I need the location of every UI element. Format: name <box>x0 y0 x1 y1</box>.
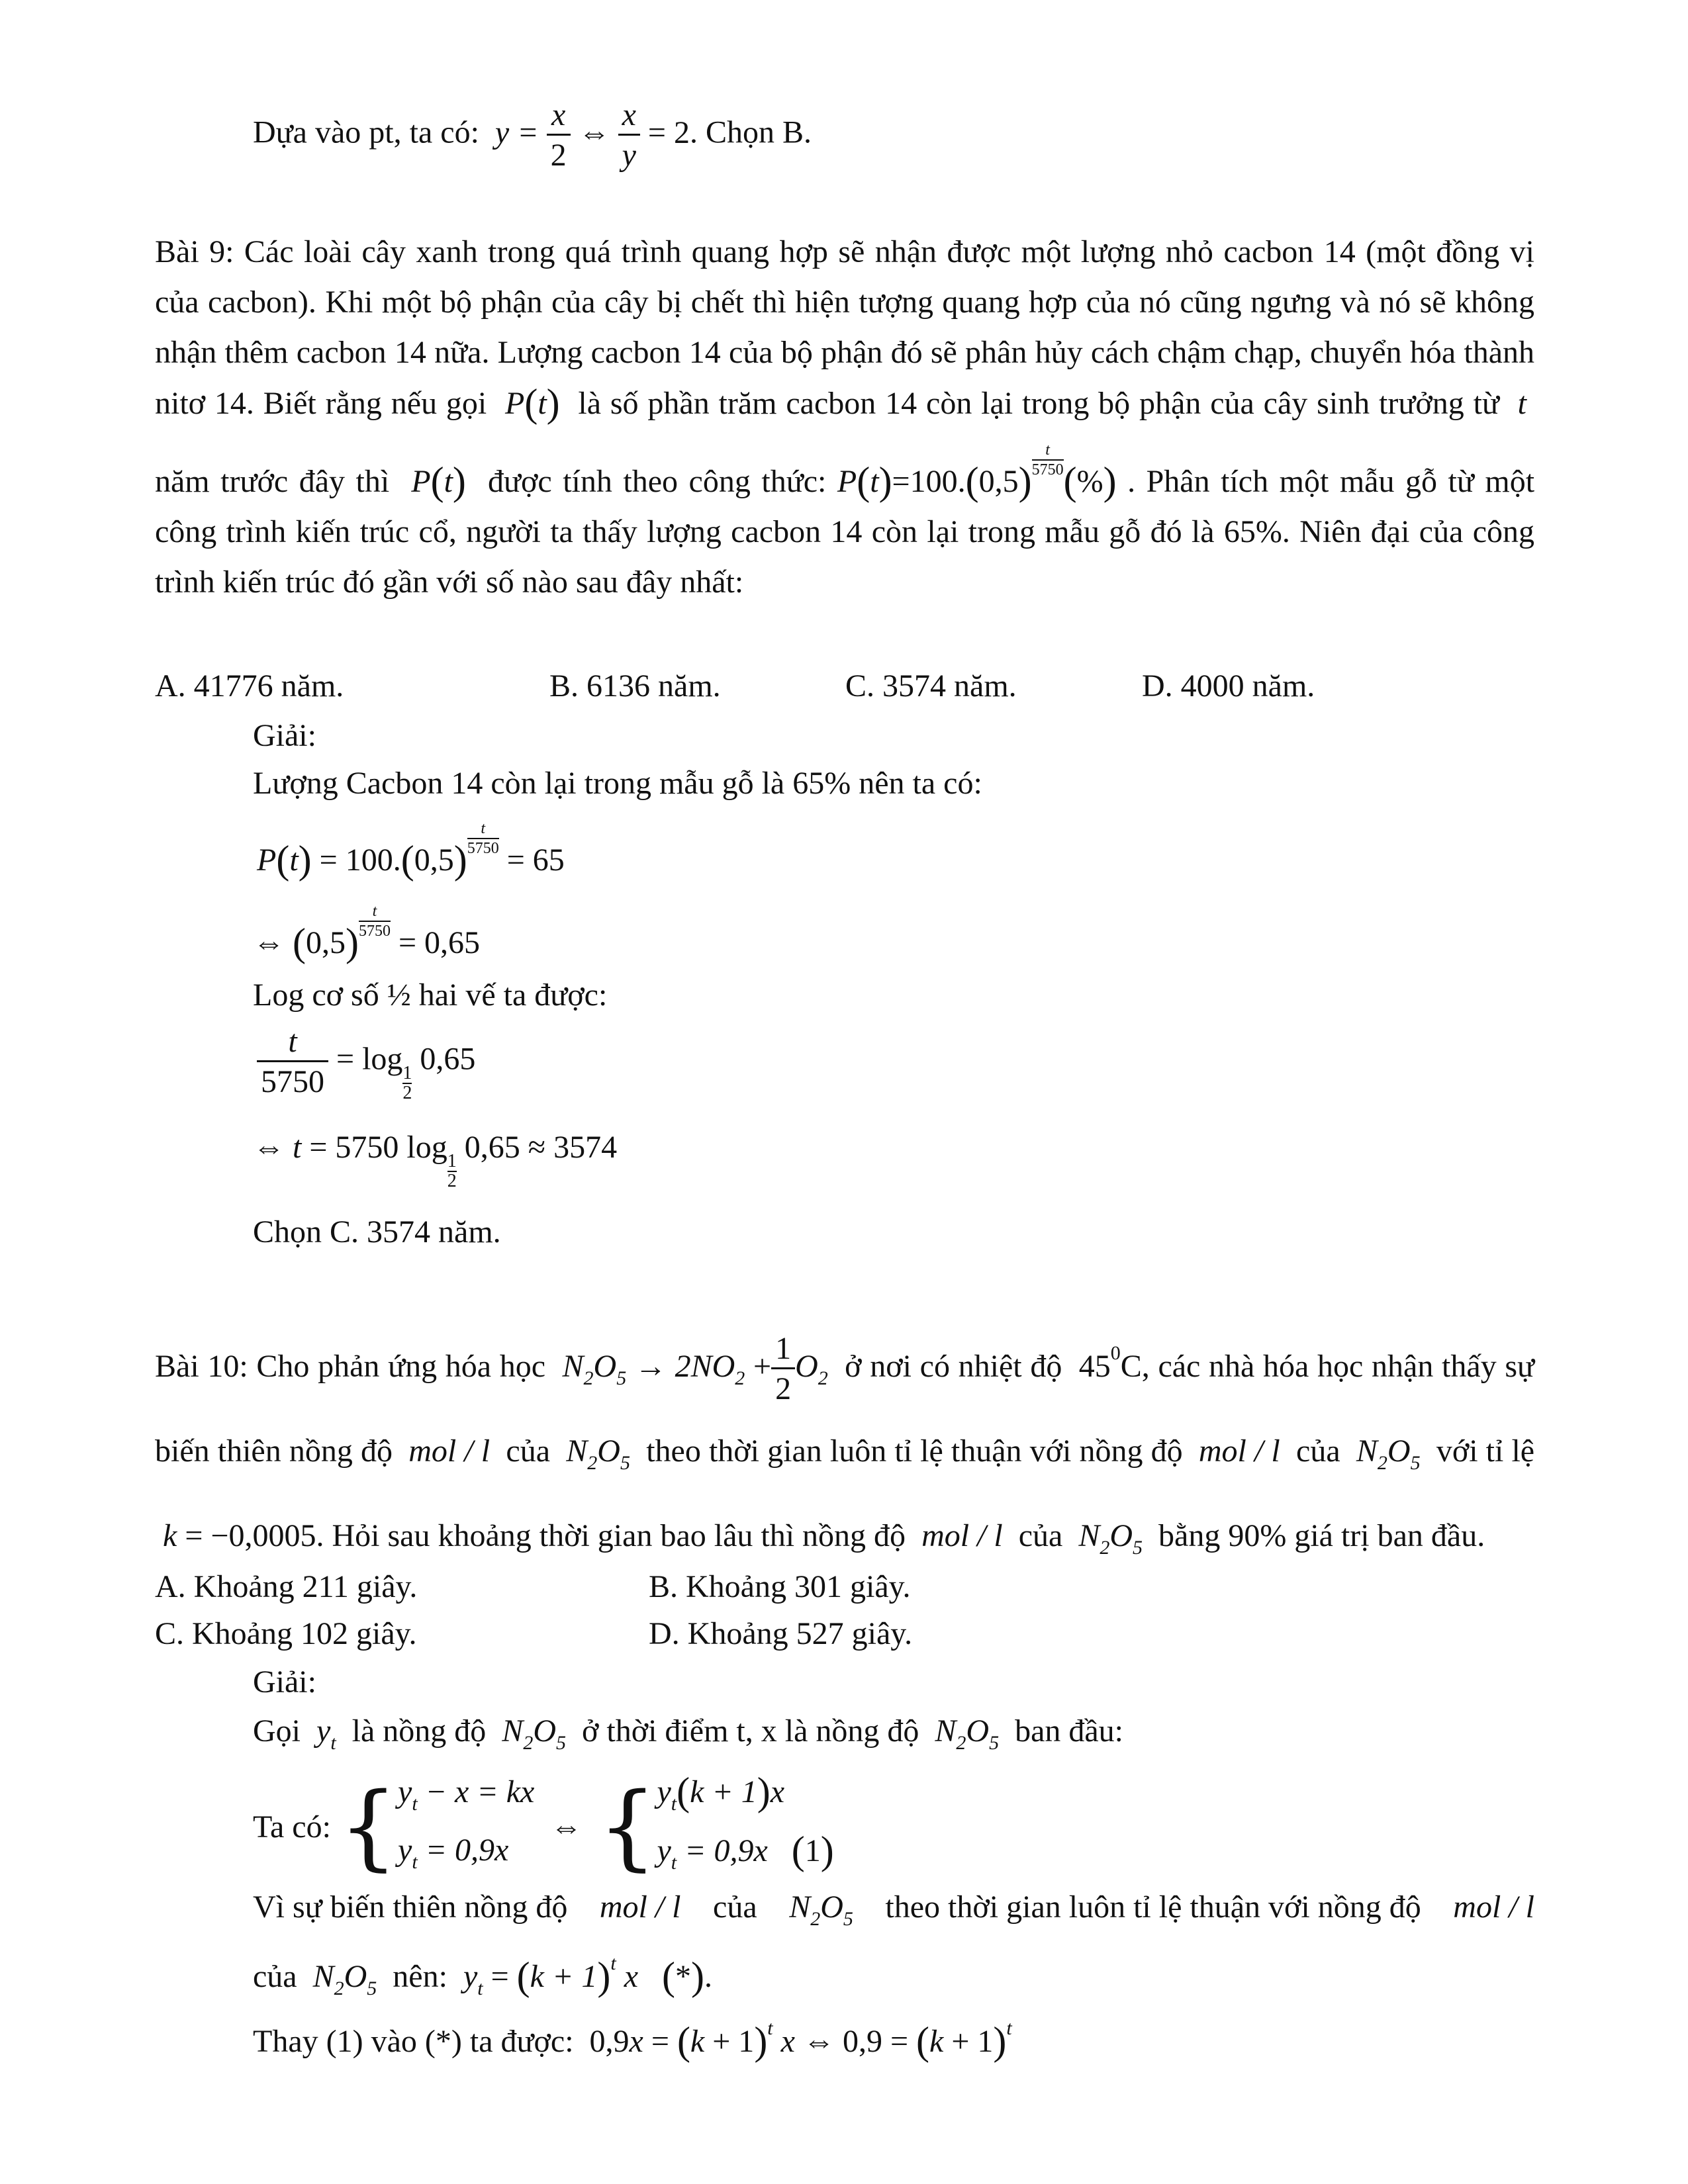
bai10-sol4: Thay (1) vào (*) ta được: <box>253 2024 574 2059</box>
bai10-sol1: Gọi $y_t$ là nồng độ $N_2O_5$ ở thời điểm t, x là nồng độ $N_2O_5$ ban đầu: <box>253 1713 1124 1754</box>
bai10-text6: với tỉ lệ <box>1436 1433 1535 1469</box>
bai9-option-c: C. 3574 năm. <box>845 668 1017 704</box>
bai9-choose: Chọn C. 3574 năm. <box>253 1214 501 1250</box>
bai9-text2: là số phần trăm cacbon 14 còn lại trong bộ phận của cây sinh trưởng từ <box>578 386 1499 421</box>
bai10-sol1b: là nồng độ <box>352 1713 487 1749</box>
bai10-option-d: D. Khoảng 527 giây. <box>649 1616 913 1651</box>
bai10-text5: của <box>1296 1433 1340 1469</box>
bai10-option-c: C. Khoảng 102 giây. <box>155 1616 417 1651</box>
n2o5-b: $N_2O_5$ <box>1348 1433 1421 1474</box>
bai10-text3: của <box>506 1433 550 1469</box>
var-t: t <box>1508 386 1535 421</box>
n2o5-c: $N_2O_5$ <box>1070 1518 1143 1559</box>
formula-pt: P(t) <box>496 381 560 425</box>
bai10-taco: Ta có: <box>253 1809 331 1844</box>
bai9-text4: được tính theo công thức: <box>487 464 827 499</box>
bai10-text8: của <box>1018 1518 1063 1553</box>
bai10-option-b: B. Khoảng 301 giây. <box>649 1569 911 1604</box>
bai10-label: Bài 10: <box>155 1349 248 1384</box>
bai10-option-a: A. Khoảng 211 giây. <box>155 1569 418 1604</box>
bai10-system: Ta có: { $y_t - x$ = kx $y_t = 0,9x$ ⇔ { $y_t(k + 1)x$ $y_t = 0,9x$ (1) <box>253 1770 834 1881</box>
bai10-sol3b: nên: <box>393 1959 447 1994</box>
temperature: $45^0$ <box>1070 1342 1121 1384</box>
unit-moll: mol / l <box>400 1433 498 1469</box>
bai10-sol1c: ở thời điểm t, x là nồng độ <box>581 1713 919 1749</box>
bai10-text7: . Hỏi sau khoảng thời gian bao lâu thì nồng độ <box>316 1518 906 1553</box>
bai10-sol1d: ban đầu: <box>1015 1713 1124 1749</box>
bai9-text1: Các loài cây xanh trong quá trình quang hợp sẽ nhận được một lượng nhỏ cacbon 14 (một đồng vị của cacbon). Khi một bộ phận của cây bị chết thì hiện tượng quang hợp của nó cũng ngưng và nó sẽ không nhận thêm cacbon 14 nữa. Lượng cacbon 14 của bộ phận đó sẽ phân hủy cách chậm chạp, chuyển hóa thành nitơ 14. Biết rằng nếu gọi <box>155 234 1535 421</box>
bai9-label: Bài 9: <box>155 234 234 269</box>
bai9-giai: Giải: <box>253 718 316 753</box>
bai9-sol2: Log cơ số ½ hai vế ta được: <box>253 978 608 1013</box>
bai10-temp-unit: C, các nhà hóa học nhận thấy sự biến thiên nồng độ <box>155 1349 1535 1469</box>
k-value: k = −0,0005 <box>163 1518 316 1553</box>
bai10-giai: Giải: <box>253 1664 316 1700</box>
bai9-option-d: D. 4000 năm. <box>1142 668 1315 704</box>
n2o5-a: $N_2O_5$ <box>558 1433 630 1474</box>
bai9-eq1: P(t) = 100.(0,5) $\frac{t}{5750}$ = 65 <box>257 820 565 882</box>
formula-pt-2: P(t) <box>400 459 466 503</box>
bai10-paragraph <box>155 1317 1534 1584</box>
intro-prefix: Dựa vào pt, ta có: <box>253 114 479 150</box>
intro-suffix: . Chọn B. <box>690 114 812 150</box>
bai9-text3: năm trước đây thì <box>155 464 390 499</box>
bai9-eq4: ⇔ t = 5750 log $\frac{1}{2}$ 0,65 ≈ 3574 <box>253 1130 618 1191</box>
unit-moll-2: mol / l <box>1190 1433 1288 1469</box>
bai10-text2: ở nơi có nhiệt độ <box>845 1349 1062 1384</box>
bai10-sol2: Vì sự biến thiên nồng độ mol / l của $N_2O_5$ theo thời gian luôn tỉ lệ thuận với nồng độ mol / l <box>253 1889 1534 1930</box>
bai9-eq2: ⇔ (0,5) $\frac{t}{5750}$ = 0,65 <box>253 903 481 964</box>
intro-equation: y = $\frac{x}{2}$ ⇔ $\frac{x}{y}$ = 2 <box>487 97 690 173</box>
bai9-option-b: B. 6136 năm. <box>549 668 721 704</box>
bai10-sol2a: Vì sự biến thiên nồng độ <box>253 1889 568 1925</box>
bai10-sol2b: của <box>713 1889 757 1925</box>
bai9-eq3: $\frac{t}{5750}$ = log $\frac{1}{2}$ 0,65 <box>257 1026 475 1103</box>
intro-line <box>253 99 812 171</box>
formula-main: P(t)=100.(0,5) $\frac{t}{5750}$ (%) <box>837 441 1117 503</box>
bai9-sol1: Lượng Cacbon 14 còn lại trong mẫu gỗ là 65% nên ta có: <box>253 766 982 801</box>
bai10-text4: theo thời gian luôn tỉ lệ thuận với nồng độ <box>646 1433 1183 1469</box>
bai9-paragraph <box>155 227 1534 608</box>
bai10-sol3: của $N_2O_5$ nên: $y_t = (k + 1)^t$ x (*). <box>253 1952 712 1999</box>
bai10-text9: bằng 90% giá trị ban đầu. <box>1158 1518 1485 1553</box>
bai10-sol2c: theo thời gian luôn tỉ lệ thuận với nồng độ <box>885 1889 1421 1925</box>
bai10-sol3a: của <box>253 1959 297 1994</box>
bai10-text1: Cho phản ứng hóa học <box>256 1349 546 1384</box>
bai9-option-a: A. 41776 năm. <box>155 668 344 704</box>
bai10-sol4: Thay (1) vào (*) ta được: $0,9x = (k + 1)^t$ x ⇔ $0,9 = (k + 1)^t$ <box>253 2017 1012 2063</box>
bai10-sol1a: Gọi <box>253 1713 301 1749</box>
unit-moll-3: mol / l <box>914 1518 1011 1553</box>
reaction: $N_2O_5 \to 2NO_2$ + $\frac{1}{2}$ $O_2$ <box>553 1331 828 1407</box>
bai9-text5: . Phân tích một mẫu gỗ từ một công trình kiến trúc cổ, người ta thấy lượng cacbon 14 còn lại trong mẫu gỗ đó là 65%. Niên đại của công trình kiến trúc đó gần với số nào sau đây nhất: <box>155 464 1535 600</box>
